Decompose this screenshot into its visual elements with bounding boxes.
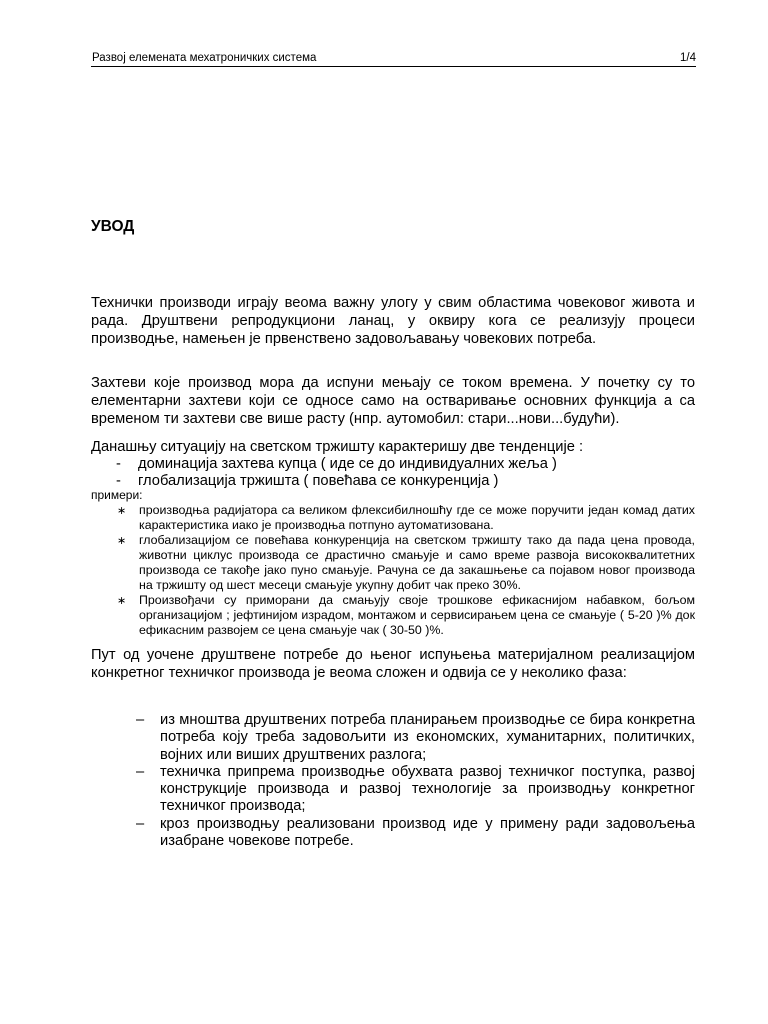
dash-marker: –: [136, 712, 145, 728]
dash-marker: –: [136, 815, 145, 832]
process-paragraph: Пут од уочене друштвене потребе до њеног испуњења материјалном реализацијом конкретног техничког производа је веома сложен и одвија се у неколико фаза:: [91, 647, 695, 681]
list-item: [116, 473, 557, 490]
asterisk-marker: ∗: [117, 595, 127, 607]
dash-marker: -: [116, 473, 121, 489]
list-item: [116, 456, 557, 473]
asterisk-marker: ∗: [117, 535, 127, 547]
list-item-text: техничка припрема производње обухвата развој техничког поступка, развој конструкције производа и развој технологије за производњу конкретног техничког производа;: [160, 763, 695, 815]
page-number: 1/4: [680, 52, 696, 64]
tendencies-lead: Данашњу ситуацију на светском тржишту карактеришу две тенденције :: [91, 439, 584, 455]
list-item-text: из мноштва друштвених потреба планирањем производње се бира конкретна потреба коју треба задовољити из економских, хуманитарних, политичких, војних или виших друштвених разлога;: [160, 712, 695, 763]
examples-label: примери:: [91, 488, 143, 502]
running-header: [91, 51, 696, 67]
intro-paragraph-2: Захтеви које производ мора да испуни мењају се током времена. У почетку су то елементарни захтеви који се односе само на остваривање основних функција а са временом ти захтеви све више расту (нпр. аутомобил: стари...нови...будући).: [91, 375, 695, 427]
intro-paragraph-1: Технички производи играју веома важну улогу у свим областима човековог живота и рада. Друштвени репродукциони ланац, у оквиру кога се реализују процеси производње, намењен је првенствено задовољавању човекових потреба.: [91, 295, 695, 347]
list-item: [136, 712, 695, 764]
list-item-text: глобализација тржишта ( повећава се конкуренција ): [138, 473, 499, 489]
phases-list: [136, 712, 695, 850]
section-title: УВОД: [91, 218, 135, 235]
list-item: [115, 503, 695, 533]
dash-marker: -: [116, 456, 121, 472]
list-item-text: Произвођачи су приморани да смањују своје трошкове ефикаснијом набавком, бољом организацијом ; јефтинијом израдом, монтажом и сервисирањем цена се смањује ( 5-20 )% док ефикасним развојем се цена смањује чак ( 30-50 )%.: [139, 593, 695, 637]
list-item: [136, 816, 695, 851]
list-item-text: глобализацијом се повећава конкуренција на светском тржишту тако да пада цена провода, животни циклус производа се драстично смањује и само време развоја висококвалитетних производа се такође јако пуно смањује. Рачуна се да закашњење са појавом новог производа на тржишту од шест месеци смањује укупну добит чак преко 30%.: [139, 533, 695, 592]
tendencies-list: [116, 456, 557, 490]
asterisk-marker: ∗: [117, 505, 127, 517]
list-item: [136, 764, 695, 816]
dash-marker: –: [136, 763, 145, 780]
examples-list: [115, 503, 695, 638]
list-item-text: кроз производњу реализовани производ иде у примену ради задовољења изабране човекове потребе.: [160, 815, 695, 850]
list-item: [115, 593, 695, 638]
list-item: [115, 533, 695, 593]
list-item-text: производња радијатора са великом флексибилношћу где се може поручити један комад датих карактеристика иако је производња потпуно аутоматизована.: [139, 503, 695, 532]
list-item-text: доминација захтева купца ( иде се до индивидуалних жеља ): [138, 456, 557, 472]
header-title: Развој елемената мехатроничких система: [92, 52, 317, 64]
